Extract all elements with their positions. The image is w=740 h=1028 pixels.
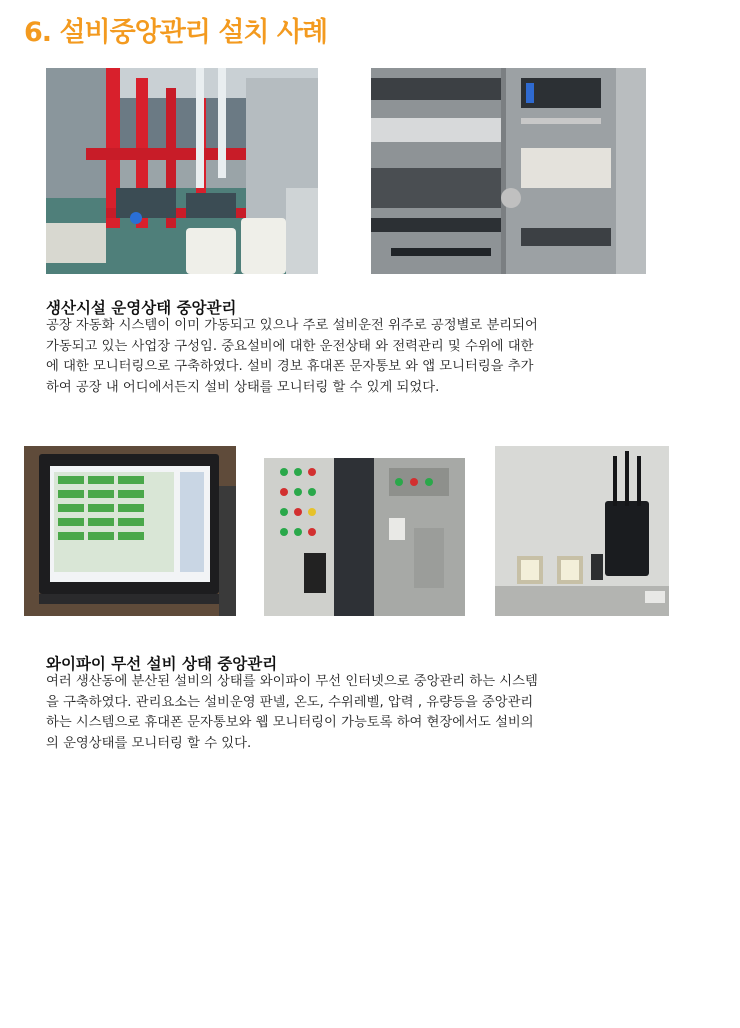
section2-heading: 와이파이 무선 설비 상태 중앙관리: [46, 655, 278, 673]
operation-panel-photo: [264, 458, 465, 616]
section2-body: [46, 672, 538, 754]
section2-line-4: 의 운영상태를 모니터링 할 수 있다.: [46, 735, 252, 751]
section1-heading: 생산시설 운영상태 중앙관리: [46, 299, 237, 317]
wifi-router-photo: [495, 446, 669, 616]
section2-line-2: 을 구축하였다. 관리요소는 설비운영 판넬, 온도, 수위레벨, 압력 , 유량등을 중앙관리: [46, 694, 534, 710]
page-title: 6. 설비중앙관리 설치 사례: [24, 17, 328, 48]
section1-line-2: 가동되고 있는 사업장 구성임. 중요설비에 대한 운전상태 와 전력관리 및 수위에 대한: [46, 338, 534, 354]
pump-room-photo: [46, 68, 318, 274]
control-cabinet-photo: [371, 68, 646, 274]
section2-line-3: 하는 시스템으로 휴대폰 문자통보와 웹 모니터링이 가능토록 하여 현장에서도 설비의: [46, 715, 534, 730]
section2-line-1: 여러 생산동에 분산된 설비의 상태를 와이파이 무선 인터넷으로 중앙관리 하는 시스템: [46, 674, 538, 689]
section1-line-1: 공장 자동화 시스템이 이미 가동되고 있으나 주로 설비운전 위주로 공정별로 분리되어: [46, 318, 538, 333]
section1-line-4: 하여 공장 내 어디에서든지 설비 상태를 모니터링 할 수 있게 되었다.: [46, 379, 440, 395]
monitoring-screen-photo: [24, 446, 236, 616]
section1-line-3: 에 대한 모니터링으로 구축하였다. 설비 경보 휴대폰 문자통보 와 앱 모니터링을 추가: [46, 359, 534, 374]
section1-body: [46, 316, 538, 398]
